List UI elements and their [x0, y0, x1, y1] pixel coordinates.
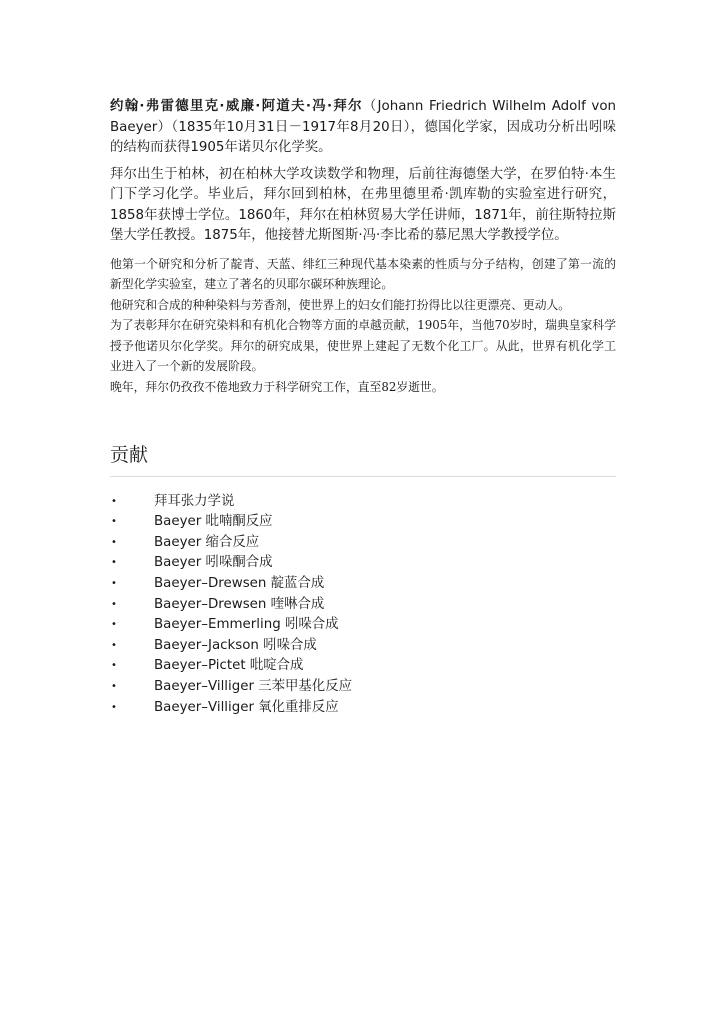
bullet-icon: • — [111, 701, 117, 713]
biography-paragraph: 拜尔出生于柏林，初在柏林大学攻读数学和物理，后前往海德堡大学，在罗伯特·本生门下学习化学。毕业后，拜尔回到柏林，在弗里德里希·凯库勒的实验室进行研究，1858年获博士学位。1860年，拜尔在柏林贸易大学任讲师，1871年，前往斯特拉斯堡大学任教授。1875年，他接替尤斯图斯·冯·李比希的慕尼黑大学教授学位。 — [110, 166, 616, 243]
list-item — [110, 492, 616, 513]
list-item-label: Baeyer–Villiger 氧化重排反应 — [154, 699, 339, 715]
bullet-icon: • — [111, 578, 117, 590]
list-item-label: Baeyer–Pictet 吡啶合成 — [154, 658, 304, 674]
bullet-icon: • — [111, 495, 117, 507]
list-item — [110, 512, 616, 533]
list-item — [110, 677, 616, 698]
list-item — [110, 595, 616, 616]
list-item — [110, 533, 616, 554]
list-item-label: Baeyer–Drewsen 喹啉合成 — [154, 596, 325, 612]
list-item-label: Baeyer–Emmerling 吲哚合成 — [154, 617, 339, 633]
list-item — [110, 615, 616, 636]
bullet-icon: • — [111, 639, 117, 651]
section-heading-contributions: 贡献 — [110, 440, 616, 477]
research-paragraph: 晚年，拜尔仍孜孜不倦地致力于科学研究工作，直至82岁逝世。 — [110, 380, 444, 395]
bullet-icon: • — [111, 660, 117, 672]
list-item-label: Baeyer–Villiger 三苯甲基化反应 — [154, 679, 352, 694]
contributions-list — [110, 492, 616, 719]
research-paragraph: 为了表彰拜尔在研究染料和有机化合物等方面的卓越贡献，1905年，当他70岁时，瑞典皇家科学授予他诺贝尔化学奖。拜尔的研究成果，使世界上建起了无数个化工厂。从此，世界有机化学工业进入了一个新的发展阶段。 — [110, 318, 616, 374]
list-item-label: Baeyer 吲哚酮合成 — [154, 555, 273, 571]
list-item — [110, 636, 616, 657]
list-item — [110, 698, 616, 719]
research-paragraph: 他研究和合成的种种染料与芳香剂，使世界上的妇女们能打扮得比以往更漂亮、更动人。 — [110, 297, 571, 312]
research-paragraph: 他第一个研究和分析了靛青、天蓝、绯红三种现代基本染素的性质与分子结构，创建了第一流的新型化学实验室，建立了著名的贝耶尔碳环种族理论。 — [110, 256, 616, 292]
bullet-icon: • — [111, 536, 117, 548]
intro-paragraph — [110, 97, 616, 159]
list-item-label: Baeyer–Drewsen 靛蓝合成 — [154, 576, 325, 592]
bullet-icon: • — [111, 598, 117, 610]
list-item-label: Baeyer 缩合反应 — [154, 534, 260, 550]
bullet-icon: • — [111, 516, 117, 528]
list-item — [110, 553, 616, 574]
article — [110, 97, 616, 718]
list-item — [110, 574, 616, 595]
bullet-icon: • — [111, 619, 117, 631]
list-item — [110, 656, 616, 677]
list-item-label: Baeyer 吡喃酮反应 — [154, 514, 273, 530]
list-item-label: Baeyer–Jackson 吲哚合成 — [154, 637, 317, 653]
list-item-label: 拜耳张力学说 — [154, 493, 235, 509]
person-name: 约翰·弗雷德里克·威廉·阿道夫·冯·拜尔 — [110, 99, 363, 114]
bullet-icon: • — [111, 557, 117, 569]
intro-text: （Johann Friedrich Wilhelm Adolf von Baeyer）（1835年10月31日－1917年8月20日），德国化学家，因成功分析出吲哚的结构而获得1905年诺贝尔化学奖。 — [110, 99, 617, 155]
bullet-icon: • — [111, 681, 117, 692]
research-block — [110, 254, 616, 398]
